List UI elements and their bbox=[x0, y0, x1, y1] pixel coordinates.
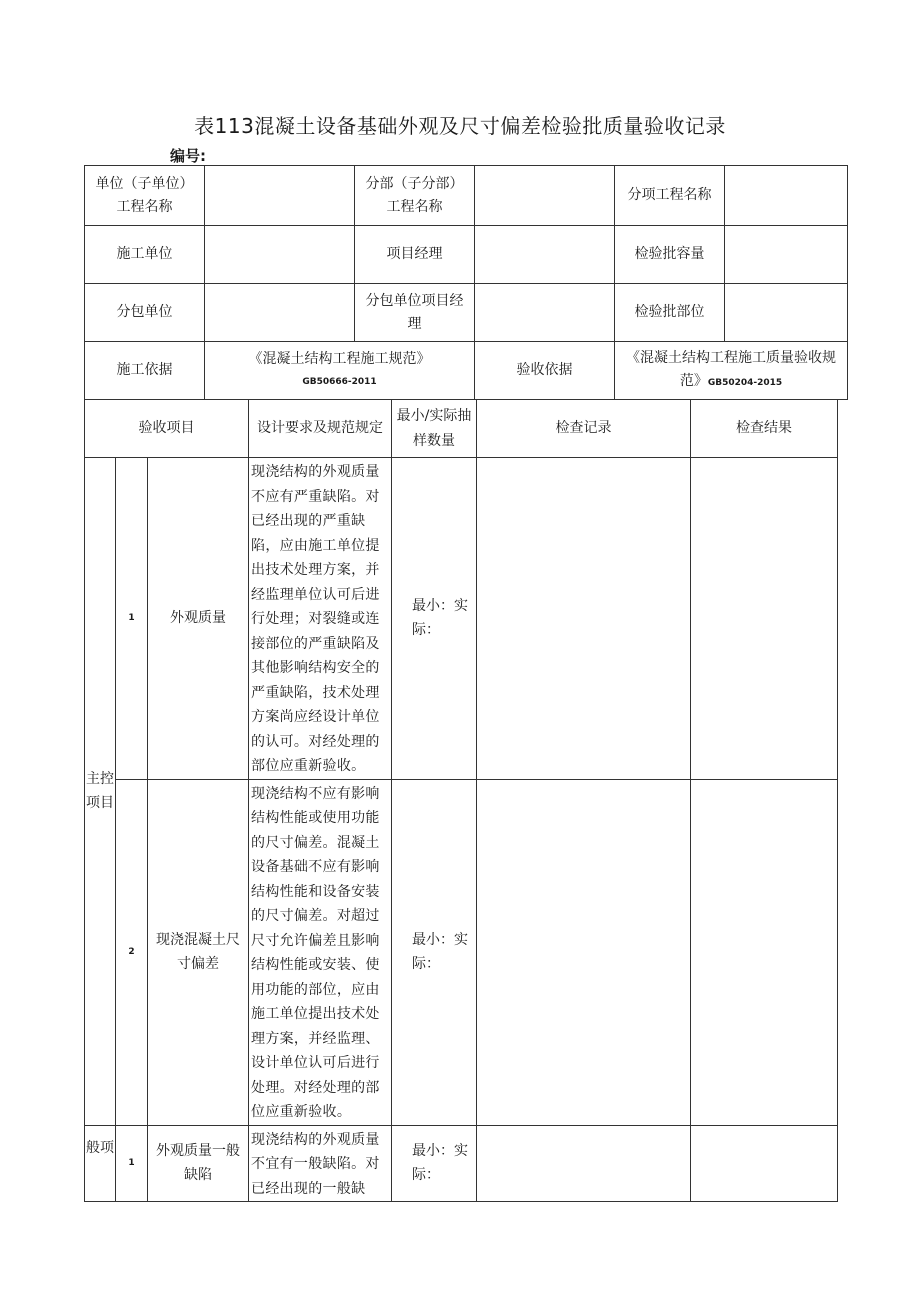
general-label: 般项 bbox=[85, 1125, 116, 1202]
batch-capacity-label: 检验批容量 bbox=[615, 226, 725, 284]
doc-number-label: 编号: bbox=[170, 147, 206, 165]
item-name: 现浇混凝土尺寸偏差 bbox=[148, 779, 249, 1125]
item-record[interactable] bbox=[477, 779, 691, 1125]
item-result[interactable] bbox=[691, 458, 838, 780]
table-row bbox=[85, 458, 838, 780]
table-row bbox=[85, 1125, 838, 1202]
item-requirement: 现浇结构的外观质量不应有严重缺陷。对已经出现的严重缺陷，应由施工单位提出技术处理方案，并经监理单位认可后进行处理；对裂缝或连接部位的严重缺陷及其他影响结构安全的严重缺陷，技术处理方案尚应经设计单位的认可。对经处理的部位应重新验收。 bbox=[249, 458, 392, 780]
item-name: 外观质量 bbox=[148, 458, 249, 780]
sub-pm-value[interactable] bbox=[475, 284, 615, 342]
subcontractor-value[interactable] bbox=[205, 284, 355, 342]
acceptance-basis-code: GB50204-2015 bbox=[707, 377, 783, 388]
basis-value bbox=[205, 342, 475, 400]
col-record-header: 检查记录 bbox=[477, 400, 691, 458]
item-sampling: 最小：实际： bbox=[392, 458, 477, 780]
inspection-table bbox=[84, 399, 838, 1202]
item-record[interactable] bbox=[477, 458, 691, 780]
acceptance-basis-standard: 《混凝土结构工程施工质量验收规范》 bbox=[626, 349, 836, 389]
acceptance-basis-value bbox=[615, 342, 848, 400]
sub-division-value[interactable] bbox=[475, 166, 615, 226]
item-number: 1 bbox=[116, 458, 148, 780]
col-sampling-header: 最小/实际抽样数量 bbox=[392, 400, 477, 458]
project-manager-value[interactable] bbox=[475, 226, 615, 284]
sub-division-label: 分部（子分部）工程名称 bbox=[355, 166, 475, 226]
batch-part-label: 检验批部位 bbox=[615, 284, 725, 342]
subcontractor-label: 分包单位 bbox=[85, 284, 205, 342]
item-requirement: 现浇结构不应有影响结构性能或使用功能的尺寸偏差。混凝土设备基础不应有影响结构性能和设备安装的尺寸偏差。对超过尺寸允许偏差且影响结构性能或安装、使用功能的部位，应由施工单位提出技术处理方案，并经监理、设计单位认可后进行处理。对经处理的部位应重新验收。 bbox=[249, 779, 392, 1125]
item-requirement: 现浇结构的外观质量不宜有一般缺陷。对已经出现的一般缺 bbox=[249, 1125, 392, 1202]
header-table bbox=[84, 165, 848, 400]
main-control-label: 主控项目 bbox=[85, 458, 116, 1126]
col-item-header: 验收项目 bbox=[85, 400, 249, 458]
acceptance-basis-label: 验收依据 bbox=[475, 342, 615, 400]
item-result[interactable] bbox=[691, 1125, 838, 1202]
unit-name-value[interactable] bbox=[205, 166, 355, 226]
sub-item-label: 分项工程名称 bbox=[615, 166, 725, 226]
form-title: 表113混凝土设备基础外观及尺寸偏差检验批质量验收记录 bbox=[194, 114, 726, 138]
item-sampling: 最小：实际： bbox=[392, 779, 477, 1125]
col-design-header: 设计要求及规范规定 bbox=[249, 400, 392, 458]
item-name: 外观质量一般缺陷 bbox=[148, 1125, 249, 1202]
sub-item-value[interactable] bbox=[725, 166, 848, 226]
item-number: 1 bbox=[116, 1125, 148, 1202]
col-result-header: 检查结果 bbox=[691, 400, 838, 458]
batch-capacity-value[interactable] bbox=[725, 226, 848, 284]
construction-unit-label: 施工单位 bbox=[85, 226, 205, 284]
batch-part-value[interactable] bbox=[725, 284, 848, 342]
project-manager-label: 项目经理 bbox=[355, 226, 475, 284]
unit-name-label: 单位（子单位）工程名称 bbox=[85, 166, 205, 226]
construction-unit-value[interactable] bbox=[205, 226, 355, 284]
table-row bbox=[85, 779, 838, 1125]
item-result[interactable] bbox=[691, 779, 838, 1125]
basis-code: GB50666-2011 bbox=[302, 376, 377, 387]
item-number: 2 bbox=[116, 779, 148, 1125]
basis-label: 施工依据 bbox=[85, 342, 205, 400]
sub-pm-label: 分包单位项目经理 bbox=[355, 284, 475, 342]
item-record[interactable] bbox=[477, 1125, 691, 1202]
item-sampling: 最小：实际： bbox=[392, 1125, 477, 1202]
basis-standard: 《混凝土结构工程施工规范》 bbox=[248, 350, 431, 367]
